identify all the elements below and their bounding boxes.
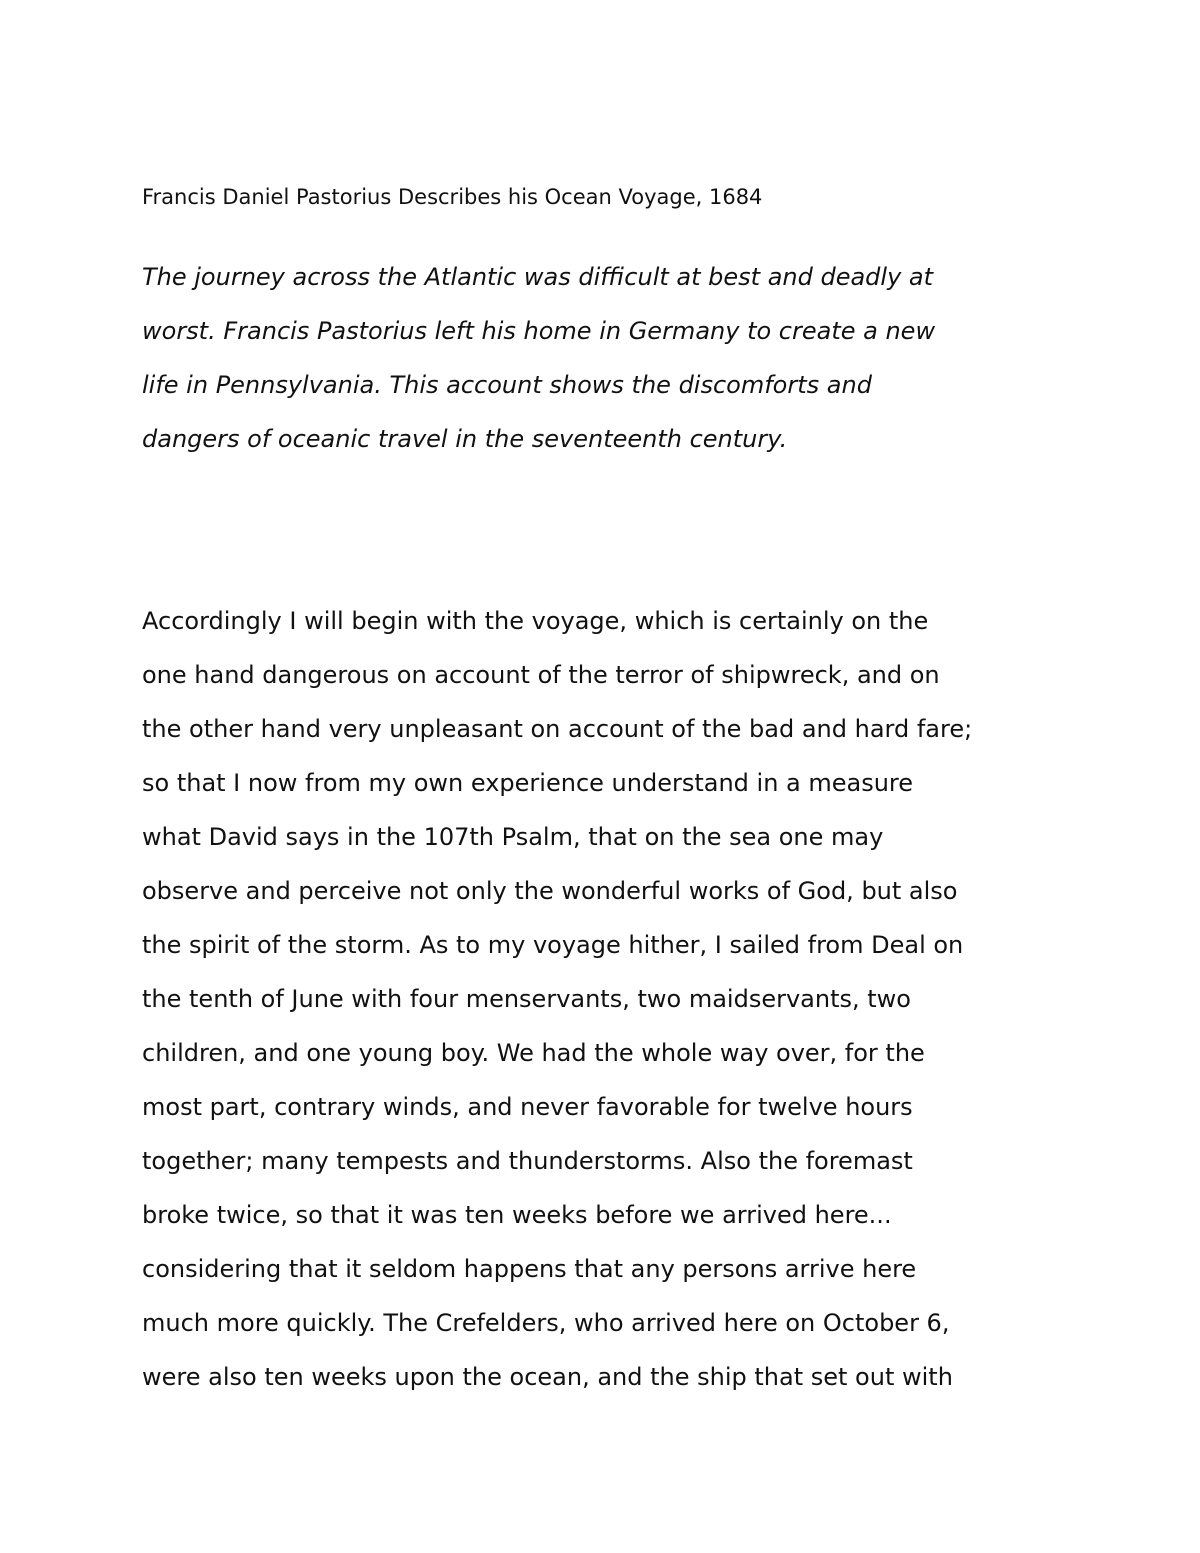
body-line: broke twice, so that it was ten weeks before we arrived here... xyxy=(142,1201,892,1229)
body-line: one hand dangerous on account of the terror of shipwreck, and on xyxy=(142,661,940,689)
intro-line: dangers of oceanic travel in the seventeenth century. xyxy=(142,425,788,453)
intro-line: worst. Francis Pastorius left his home in Germany to create a new xyxy=(142,317,936,345)
intro-line: The journey across the Atlantic was difficult at best and deadly at xyxy=(142,263,934,291)
intro-paragraph xyxy=(142,250,1062,466)
body-line: were also ten weeks upon the ocean, and the ship that set out with xyxy=(142,1363,953,1391)
body-line: children, and one young boy. We had the whole way over, for the xyxy=(142,1039,925,1067)
body-line: what David says in the 107th Psalm, that on the sea one may xyxy=(142,823,884,851)
body-line: observe and perceive not only the wonderful works of God, but also xyxy=(142,877,958,905)
body-line: Accordingly I will begin with the voyage, which is certainly on the xyxy=(142,607,929,635)
body-paragraph xyxy=(142,594,1082,1404)
intro-line: life in Pennsylvania. This account shows the discomforts and xyxy=(142,371,872,399)
body-line: the tenth of June with four menservants, two maidservants, two xyxy=(142,985,911,1013)
body-line: the other hand very unpleasant on account of the bad and hard fare; xyxy=(142,715,973,743)
body-line: most part, contrary winds, and never favorable for twelve hours xyxy=(142,1093,913,1121)
body-line: together; many tempests and thunderstorms. Also the foremast xyxy=(142,1147,913,1175)
body-line: much more quickly. The Crefelders, who arrived here on October 6, xyxy=(142,1309,950,1337)
body-line: the spirit of the storm. As to my voyage hither, I sailed from Deal on xyxy=(142,931,964,959)
document-title: Francis Daniel Pastorius Describes his Ocean Voyage, 1684 xyxy=(142,185,763,209)
body-line: so that I now from my own experience understand in a measure xyxy=(142,769,914,797)
body-line: considering that it seldom happens that any persons arrive here xyxy=(142,1255,917,1283)
